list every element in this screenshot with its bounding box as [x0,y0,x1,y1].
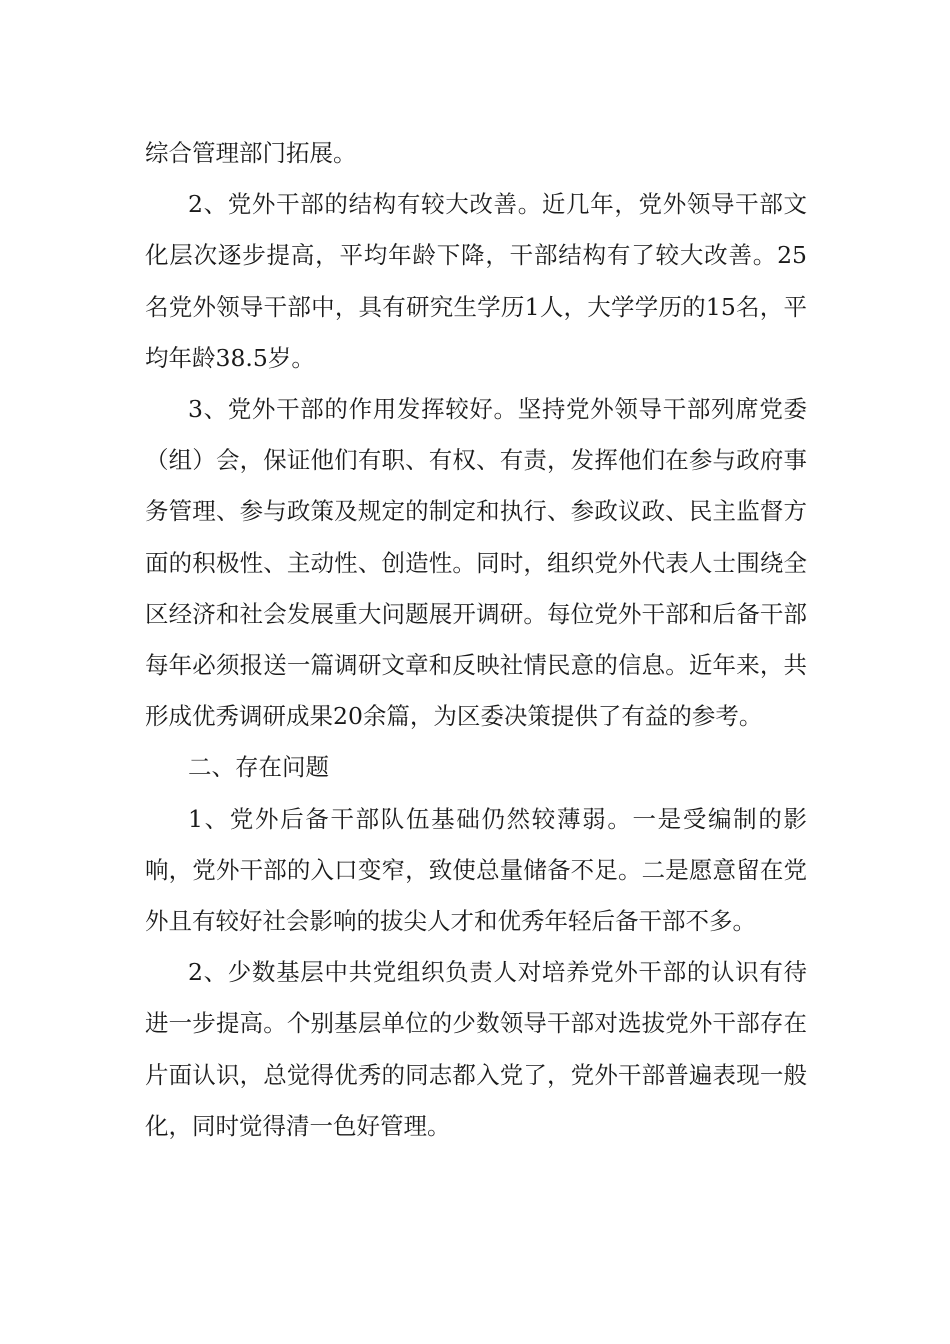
paragraph-structure-improvement: 2、党外干部的结构有较大改善。近几年，党外领导干部文化层次逐步提高，平均年龄下降，干部结构有了较大改善。25名党外领导干部中，具有研究生学历1人，大学学历的15名，平均年龄38.5岁。 [145,190,807,372]
paragraph-role-played: 3、党外干部的作用发挥较好。坚持党外领导干部列席党委（组）会，保证他们有职、有权、有责，发挥他们在参与政府事务管理、参与政策及规定的制定和执行、参政议政、民主监督方面的积极性、主动性、创造性。同时，组织党外代表人士围绕全区经济和社会发展重大问题展开调研。每位党外干部和后备干部每年必须报送一篇调研文章和反映社情民意的信息。近年来，共形成优秀调研成果20余篇，为区委决策提供了有益的参考。 [145,395,807,731]
section-heading-problems: 二、存在问题 [188,753,329,782]
paragraph-reserve-weak: 1、党外后备干部队伍基础仍然较薄弱。一是受编制的影响，党外干部的入口变窄，致使总量储备不足。二是愿意留在党外且有较好社会影响的拔尖人才和优秀年轻后备干部不多。 [145,804,807,936]
paragraph-continuation: 综合管理部门拓展。 [145,139,357,167]
paragraph-awareness: 2、少数基层中共党组织负责人对培养党外干部的认识有待进一步提高。个别基层单位的少数领导干部对选拔党外干部存在片面认识，总觉得优秀的同志都入党了，党外干部普遍表现一般化，同时觉得清一色好管理。 [145,958,807,1140]
document-body [145,128,807,1152]
